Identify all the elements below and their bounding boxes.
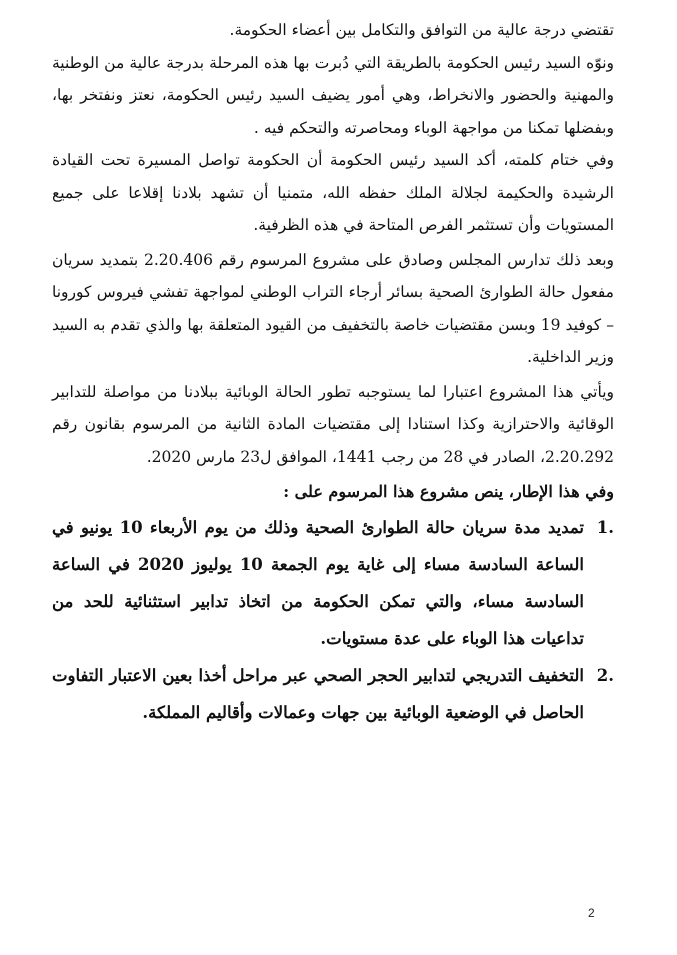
document-page <box>52 14 614 731</box>
list-item-text: تمديد مدة سريان حالة الطوارئ الصحية وذلك من يوم الأربعاء 10 يونيو في الساعة السادسة مساء إلى غاية يوم الجمعة 10 يوليوز 2020 في الساعة السادسة مساء، والتي تمكن الحكومة من اتخاذ تدابير استثنائية للحد من تداعيات هذا الوباء على عدة مستويات. <box>52 518 584 648</box>
list-item <box>52 509 614 657</box>
list-item <box>52 657 614 731</box>
paragraph-decree-context: ويأتي هذا المشروع اعتبارا لما يستوجبه تطور الحالة الوبائية ببلادنا من مواصلة للتدابير الوقائية والاحترازية وكذا استنادا إلى مقتضيات المادة الثانية من المرسوم بقانون رقم 2.20.292، الصادر في 28 من رجب 1441، الموافق ل23 مارس 2020. <box>52 382 614 466</box>
decree-provisions-list <box>52 509 614 731</box>
paragraph-decree-approval: وبعد ذلك تدارس المجلس وصادق على مشروع المرسوم رقم 2.20.406 بتمديد سريان مفعول حالة الطوارئ الصحية بسائر أرجاء التراب الوطني لمواجهة تفشي فيروس كورونا – كوفيد 19 وبسن مقتضيات خاصة بالتخفيف من القيود المتعلقة بها والذي تقدم به السيد وزير الداخلية. <box>52 250 614 366</box>
list-item-number: 1. <box>596 518 614 537</box>
list-item-text: التخفيف التدريجي لتدابير الحجر الصحي عبر مراحل أخذا بعين الاعتبار التفاوت الحاصل في الوضعية الوبائية بين جهات وعمالات وأقاليم المملكة. <box>52 666 584 722</box>
page-number: 2 <box>588 906 595 920</box>
paragraph-continuation: تقتضي درجة عالية من التوافق والتكامل بين أعضاء الحكومة. <box>229 21 614 39</box>
list-intro: وفي هذا الإطار، ينص مشروع هذا المرسوم على : <box>283 482 614 501</box>
paragraph-praise: ونوّه السيد رئيس الحكومة بالطريقة التي دُبرت بها هذه المرحلة بدرجة عالية من الوطنية والمهنية والحضور والانخراط، وهي أمور يضيف السيد رئيس الحكومة، نعتز ونفتخر بها، وبفضلها تمكنا من مواجهة الوباء ومحاصرته والتحكم فيه . <box>52 53 614 137</box>
list-item-number: 2. <box>596 666 614 685</box>
paragraph-closing-remarks: وفي ختام كلمته، أكد السيد رئيس الحكومة أن الحكومة تواصل المسيرة تحت القيادة الرشيدة والحكيمة لجلالة الملك حفظه الله، متمنيا أن تشهد بلادنا إقلاعا على جميع المستويات وأن تستثمر الفرص المتاحة في هذه الظرفية. <box>52 151 614 234</box>
